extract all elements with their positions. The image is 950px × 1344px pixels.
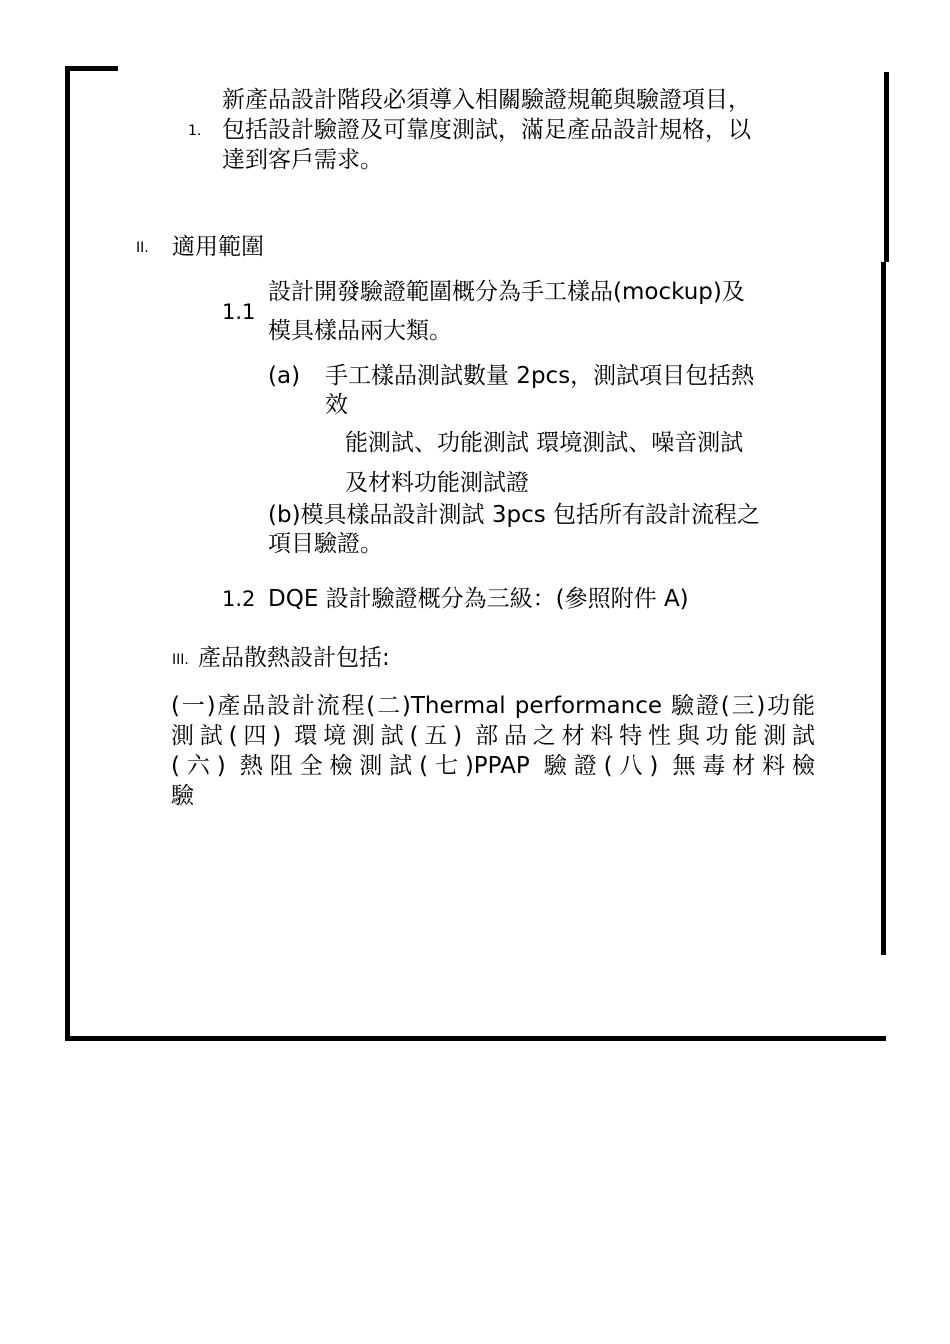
- paragraph-line: 效: [325, 392, 348, 418]
- paragraph-line: 模具樣品兩大類。: [268, 318, 452, 344]
- paragraph-line: (一)產品設計流程(二)Thermal performance 驗證(三)功能: [171, 693, 815, 719]
- paragraph-line: 驗: [171, 783, 194, 809]
- section-marker: III.: [172, 652, 189, 668]
- paragraph-line: DQE 設計驗證概分為三級：(參照附件 A): [268, 586, 689, 612]
- frame-bottom-border: [65, 1036, 886, 1041]
- paragraph-line: 手工樣品測試數量 2pcs，測試項目包括熱: [325, 363, 755, 389]
- item-number: 1.1: [222, 300, 256, 324]
- section-title: 適用範圍: [172, 234, 264, 260]
- frame-right-border-upper: [884, 72, 889, 262]
- paragraph-line: (六) 熱阻全檢測試(七)PPAP 驗證(八) 無毒材料檢: [171, 753, 815, 779]
- frame-top-left-tick: [65, 66, 118, 71]
- section-title: 產品散熱設計包括:: [198, 645, 390, 671]
- clipped-line-box: [345, 466, 825, 496]
- list-marker: 1.: [188, 123, 202, 139]
- paragraph-line: 包括設計驗證及可靠度測試，滿足產品設計規格，以: [222, 117, 751, 143]
- frame-left-border: [65, 66, 70, 1041]
- paragraph-line: 能測試、功能測試 環境測試、噪音測試: [345, 430, 744, 456]
- item-number: 1.2: [222, 587, 256, 611]
- paragraph-line: 達到客戶需求。: [222, 147, 383, 173]
- paragraph-line: 新產品設計階段必須導入相關驗證規範與驗證項目，: [222, 87, 751, 113]
- paragraph-line: 項目驗證。: [268, 531, 383, 557]
- paragraph-line: 設計開發驗證範圍概分為手工樣品(mockup)及: [268, 279, 745, 305]
- paragraph-line: (b)模具樣品設計測試 3pcs 包括所有設計流程之: [268, 502, 761, 528]
- section-marker: II.: [136, 240, 149, 256]
- list-marker: (a): [268, 363, 301, 389]
- paragraph-line: 測試(四) 環境測試(五) 部品之材料特性與功能測試: [171, 723, 815, 749]
- clipped-line: 及材料功能測試證: [345, 470, 529, 496]
- frame-right-border-lower: [881, 262, 886, 955]
